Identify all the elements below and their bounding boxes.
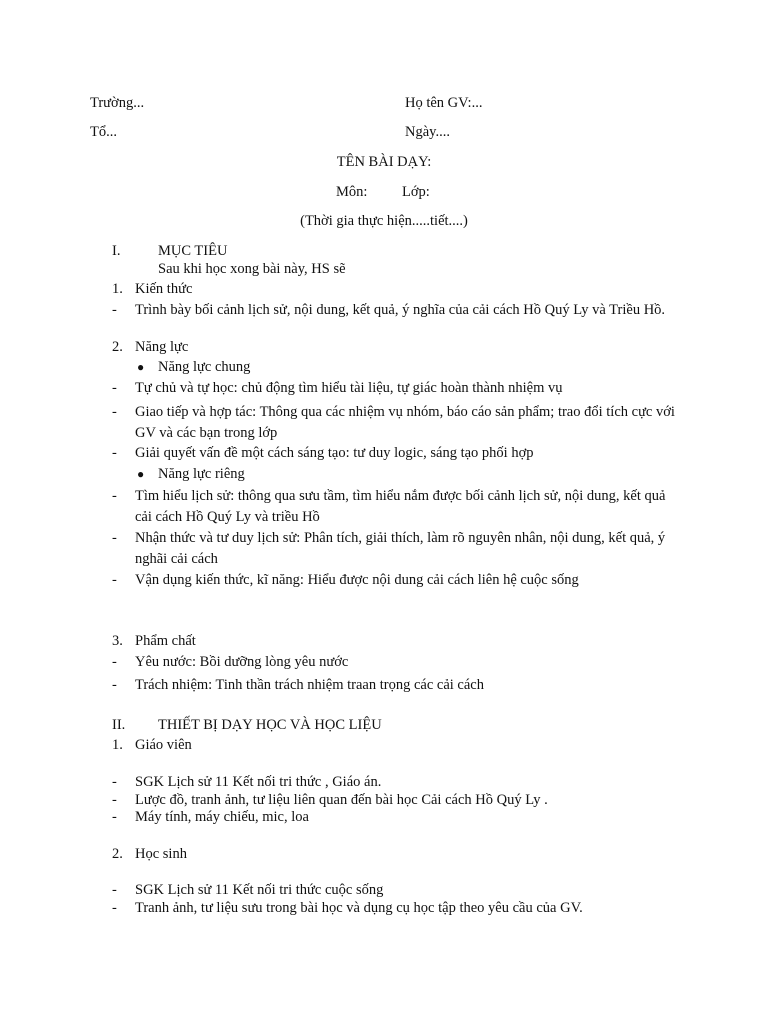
date-field: Ngày.... [405,124,450,140]
grade-field: Lớp: [402,184,430,200]
bullet-icon: ● [137,360,145,374]
group-field: Tổ... [90,124,117,140]
section-title: MỤC TIÊU [158,243,228,259]
section-numeral: I. [112,243,121,259]
section-numeral: II. [112,717,126,733]
teacher-name-field: Họ tên GV:... [405,95,483,111]
lesson-title: TÊN BÀI DẠY: [336,154,432,170]
duration-note: (Thời gia thực hiện.....tiết....) [300,213,468,229]
subject-field: Môn: [336,184,368,200]
school-field: Trường... [90,95,145,111]
lesson-plan-page: Trường... Họ tên GV:... Tổ... Ngày.... TÊN BÀI DẠY: Môn: Lớp: (Thời gia thực hiện.....tiết....) I. MỤC TIÊU Sau khi học xong bài này, HS sẽ 1. Kiến thức - Trình bày bối cảnh lịch sử, nội dung, kết quả, ý nghĩa của cải cách Hồ Quý Ly và Triều Hồ. 2. Năng lực ● Năng lực chung - Tự chủ và tự học: chủ động tìm hiểu tài liệu, tự giác hoàn thành nhiệm vụ - Giao tiếp và hợp tác: Thông qua các nhiệm vụ nhóm, báo cáo sản phẩm; trao đổi tích cực với GV và các bạn trong lớp - Giải quyết vấn đề một cách sáng tạo: tư duy logic, sáng tạo phối hợp ● Năng lực riêng - Tìm hiểu lịch sử: thông qua sưu tầm, tìm hiểu nắm được bối cảnh lịch sử, nội dung, kết quả cải cách Hồ Quý Ly và triều Hồ - Nhận thức và tư duy lịch sử: Phân tích, giải thích, làm rõ nguyên nhân, nội dung, kết quả, ý nghãi cải cách - Vận dụng kiến thức, kĩ năng: Hiểu được nội dung cải cách liên hệ cuộc sống 3. Phẩm chất - Yêu nước: Bồi dưỡng lòng yêu nước - Trách nhiệm: Tinh thần trách nhiệm traan trọng các cải cách II. THIẾT BỊ DẠY HỌC VÀ HỌC LIỆU 1. Giáo viên - SGK Lịch sử 11 Kết nối tri thức , Giáo án. - Lược đồ, tranh ảnh, tư liệu liên quan đến bài học Cải cách Hồ Quý Ly . - Máy tính, máy chiếu, mic, loa 2. Học sinh - SGK Lịch sử 11 Kết nối tri thức cuộc sống - Tranh ảnh, tư liệu sưu trong bài học và dụng cụ học tập theo yêu cầu của GV. [0,0,768,1024]
section-title: THIẾT BỊ DẠY HỌC VÀ HỌC LIỆU [158,717,382,733]
bullet-icon: ● [137,467,145,481]
